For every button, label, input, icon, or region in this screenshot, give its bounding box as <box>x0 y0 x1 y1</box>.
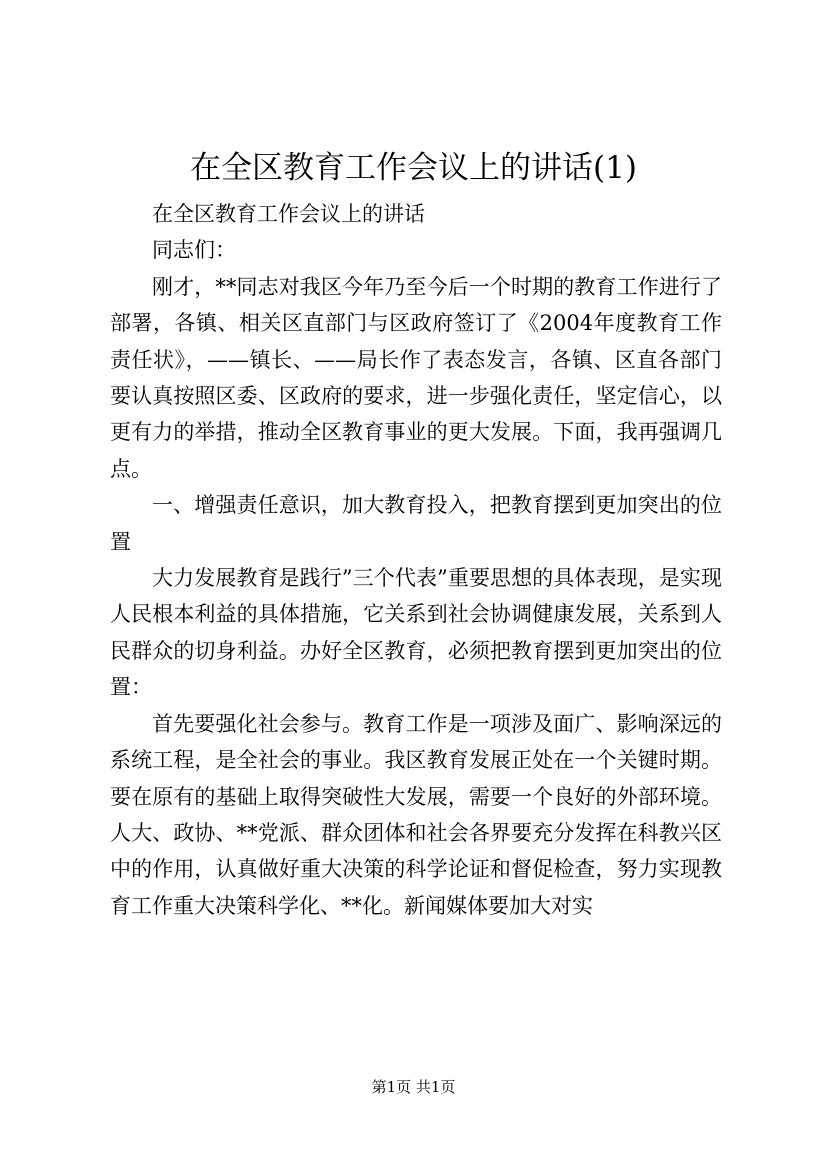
section-heading-paragraph: 一、增强责任意识，加大教育投入，把教育摆到更加突出的位置 <box>110 493 722 554</box>
document-title: 在全区教育工作会议上的讲话(1) <box>190 150 637 186</box>
body-paragraph: 首先要强化社会参与。教育工作是一项涉及面广、影响深远的系统工程，是全社会的事业。我区教育发展正处在一个关键时期。要在原有的基础上取得突破性大发展，需要一个良好的外部环境。人大、政协、**党派、群众团体和社会各界要充分发挥在科教兴区中的作用，认真做好重大决策的科学论证和督促检查，努力实现教育工作重大决策科学化、**化。新闻媒体要加大对实 <box>110 711 722 918</box>
page-number-footer: 第1页 共1页 <box>371 1078 456 1096</box>
salutation-paragraph: 同志们： <box>152 238 236 263</box>
body-paragraph: 刚才，**同志对我区今年乃至今后一个时期的教育工作进行了部署，各镇、相关区直部门与区政府签订了《2004年度教育工作责任状》，——镇长、——局长作了表态发言，各镇、区直各部门要认真按照区委、区政府的要求，进一步强化责任，坚定信心，以更有力的举措，推动全区教育事业的更大发展。下面，我再强调几点。 <box>110 274 722 481</box>
document-body <box>110 196 722 924</box>
subtitle-paragraph: 在全区教育工作会议上的讲话 <box>152 202 425 226</box>
body-paragraph: 大力发展教育是践行”三个代表”重要思想的具体表现，是实现人民根本利益的具体措施，它关系到社会协调健康发展，关系到人民群众的切身利益。办好全区教育，必须把教育摆到更加突出的位置： <box>110 566 722 700</box>
